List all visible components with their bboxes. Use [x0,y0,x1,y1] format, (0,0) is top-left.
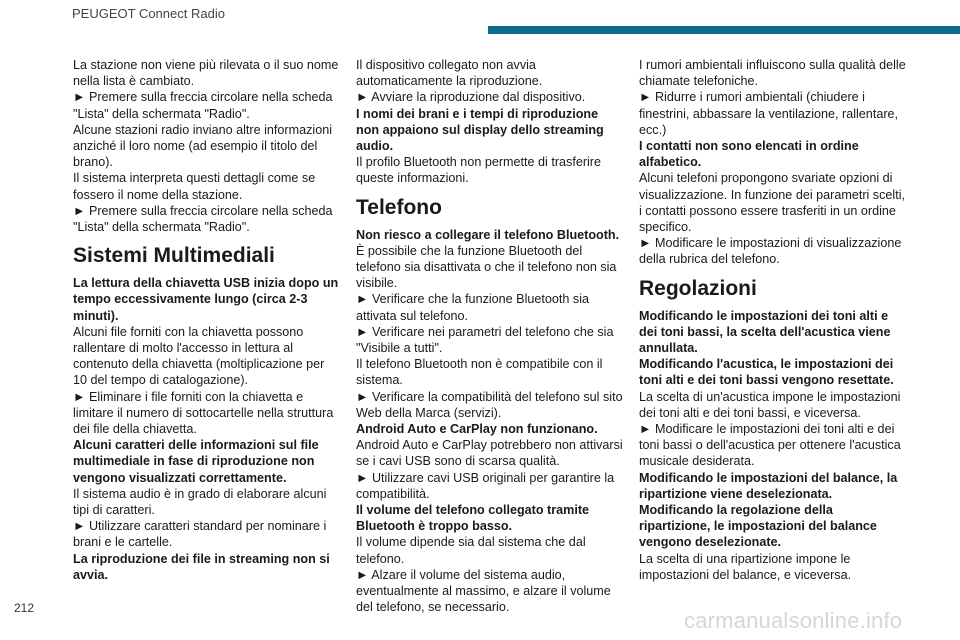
paragraph: La scelta di una ripartizione impone le impostazioni del balance, e viceversa. [639,551,852,582]
paragraph: I rumori ambientali influiscono sulla qualità delle chiamate telefoniche. [639,58,906,89]
issue-heading: La riproduzione dei file in streaming non si avvia. [73,551,330,582]
issue-heading: La lettura della chiavetta USB inizia dopo un tempo eccessivamente lungo (circa 2-3 minuti). [73,276,339,323]
paragraph: ► Avviare la riproduzione dal dispositivo. [356,90,586,105]
text-column-left [73,57,341,583]
paragraph: ► Verificare la compatibilità del telefono sul sito Web della Marca (servizi). [356,389,623,420]
paragraph: Il sistema audio è in grado di elaborare alcuni tipi di caratteri. [73,486,327,518]
paragraph: Android Auto e CarPlay potrebbero non attivarsi se i cavi USB sono di scarsa qualità. [356,438,623,469]
running-header-title: PEUGEOT Connect Radio [72,6,225,21]
text-column-middle [356,57,624,616]
paragraph: ► Premere sulla freccia circolare nella scheda "Lista" della schermata "Radio". [73,203,333,235]
paragraph: Alcune stazioni radio inviano altre informazioni anziché il loro nome (ad esempio il titolo del brano). [73,122,333,170]
header-accent-bar [488,26,960,34]
issue-heading: Modificando la regolazione della ripartizione, le impostazioni del balance vengono deselezionate. [639,503,877,550]
paragraph: Alcuni file forniti con la chiavetta possono rallentare di molto l'accesso in lettura al contenuto della chiavetta (moltiplicazione per 10 del tempo di catalogazione). [73,324,325,388]
paragraph: La scelta di un'acustica impone le impostazioni dei toni alti e dei toni bassi, e viceversa. [639,389,901,420]
issue-heading: Modificando le impostazioni dei toni alti e dei toni bassi, la scelta dell'acustica viene annullata. [639,308,891,356]
paragraph: ► Verificare che la funzione Bluetooth sia attivata sul telefono. [356,292,589,323]
paragraph: ► Eliminare i file forniti con la chiavetta e limitare il numero di sottocartelle nella struttura dei file della chiavetta. [73,389,334,437]
paragraph: ► Ridurre i rumori ambientali (chiudere i finestrini, abbassare la ventilazione, rallentare, ecc.) [639,90,899,137]
issue-heading: I contatti non sono elencati in ordine alfabetico. [639,139,859,170]
paragraph: ► Utilizzare caratteri standard per nominare i brani e le cartelle. [73,519,327,550]
paragraph: ► Modificare le impostazioni di visualizzazione della rubrica del telefono. [639,236,902,267]
paragraph: È possibile che la funzione Bluetooth del telefono sia disattivata o che il telefono non sia visibile. [356,243,617,291]
paragraph: La stazione non viene più rilevata o il suo nome nella lista è cambiato. [73,58,339,89]
paragraph: Il profilo Bluetooth non permette di trasferire queste informazioni. [356,155,602,186]
paragraph: ► Verificare nei parametri del telefono che sia "Visibile a tutti". [356,324,614,356]
issue-heading: Il volume del telefono collegato tramite Bluetooth è troppo basso. [356,503,590,534]
page-number: 212 [14,601,35,615]
paragraph: ► Premere sulla freccia circolare nella scheda "Lista" della schermata "Radio". [73,90,333,121]
paragraph: Il telefono Bluetooth non è compatibile con il sistema. [356,357,603,388]
paragraph: ► Utilizzare cavi USB originali per garantire la compatibilità. [356,470,615,501]
issue-heading: Alcuni caratteri delle informazioni sul file multimediale in fase di riproduzione non vengono visualizzati correttamente. [73,438,319,485]
section-heading: Sistemi Multimediali [73,244,275,268]
watermark: carmanualsonline.info [684,608,903,633]
issue-heading: Modificando l'acustica, le impostazioni dei toni alti e dei toni bassi vengono resettate. [639,357,894,388]
issue-heading: Modificando le impostazioni del balance, la ripartizione viene deselezionata. [639,470,898,501]
text-column-right [639,57,907,583]
paragraph: Il dispositivo collegato non avvia automaticamente la riproduzione. [356,58,543,89]
paragraph: Il volume dipende sia dal sistema che dal telefono. [356,535,586,566]
issue-heading: Non riesco a collegare il telefono Bluetooth. [356,227,620,242]
issue-heading: Android Auto e CarPlay non funzionano. [356,422,598,437]
paragraph: Il sistema interpreta questi dettagli come se fossero il nome della stazione. [73,171,316,202]
issue-heading: I nomi dei brani e i tempi di riproduzione non appaiono sul display dello streaming audio. [356,106,604,154]
paragraph: ► Modificare le impostazioni dei toni alti e dei toni bassi o dell'acustica per ottenere l'acustica musicale desiderata. [639,422,901,469]
section-heading: Telefono [356,195,442,219]
paragraph: ► Alzare il volume del sistema audio, eventualmente al massimo, e alzare il volume del telefono, se necessario. [356,567,611,615]
section-heading: Regolazioni [639,276,757,300]
paragraph: Alcuni telefoni propongono svariate opzioni di visualizzazione. In funzione dei parametri scelti, i contatti possono essere trasferiti in un ordine specifico. [639,171,905,235]
